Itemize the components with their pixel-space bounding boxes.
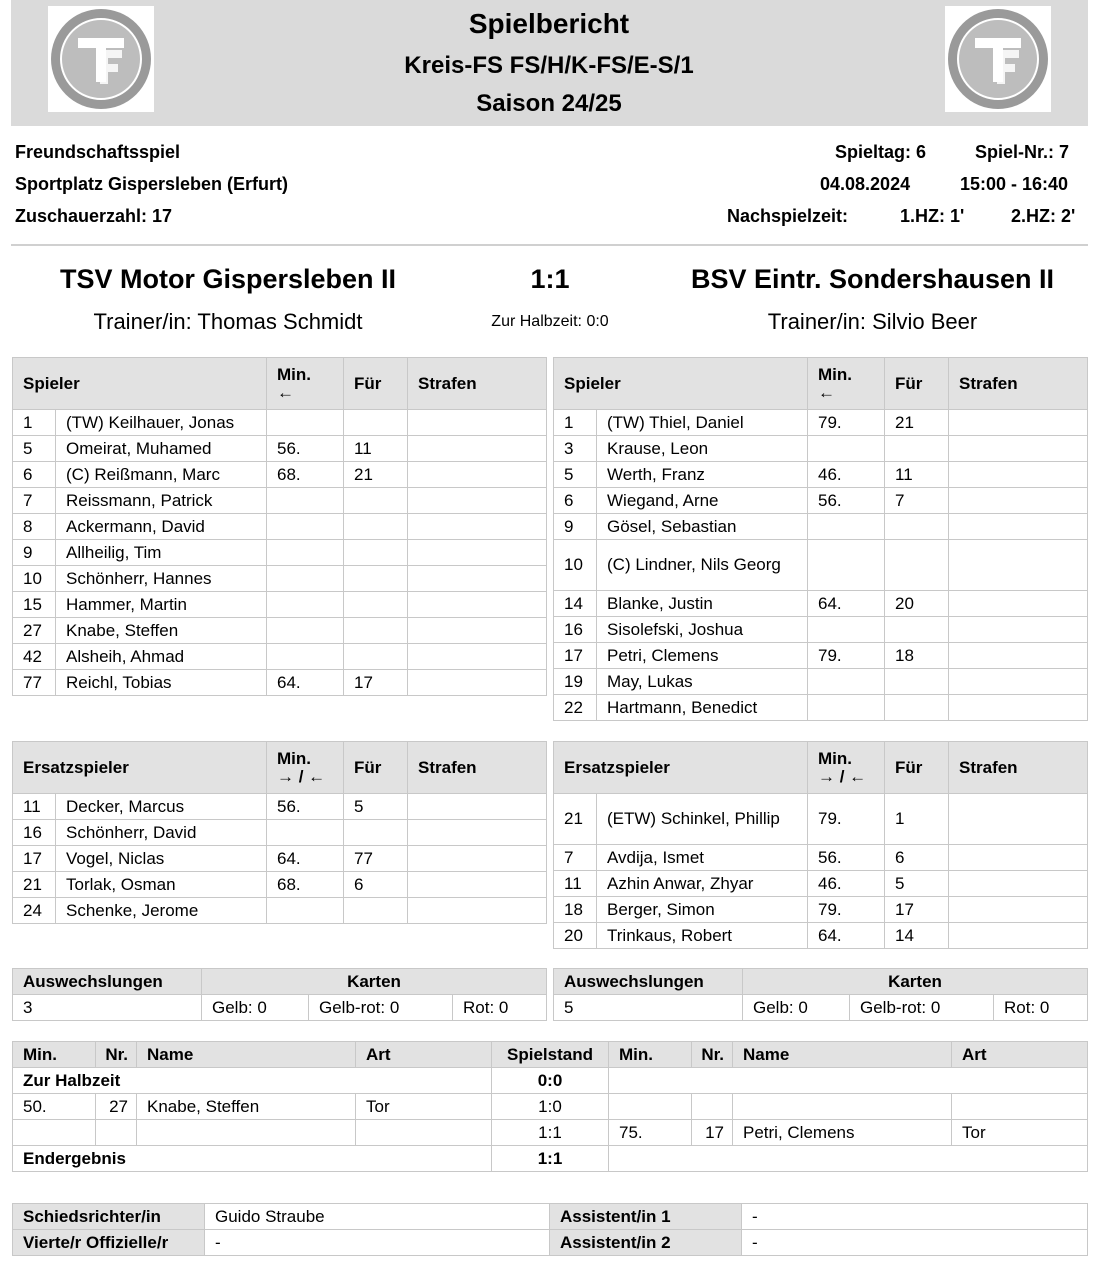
player-row — [13, 540, 547, 566]
goals-col-min: Min. — [609, 1042, 692, 1068]
auswechslungen-label: Auswechslungen — [13, 969, 202, 995]
away-subs-table — [553, 741, 1088, 949]
spectators: Zuschauerzahl: 17 — [15, 206, 173, 226]
player-name: Azhin Anwar, Zhyar — [597, 871, 808, 897]
player-minute: 68. — [267, 872, 344, 898]
col-min: Min. ← — [808, 358, 885, 410]
player-replaces — [344, 618, 408, 644]
player-replaces — [885, 540, 949, 591]
player-row — [554, 591, 1088, 617]
col-strafen: Strafen — [408, 358, 547, 410]
goal-score: 1:0 — [492, 1094, 609, 1120]
player-minute: 56. — [267, 794, 344, 820]
player-row — [554, 617, 1088, 643]
karten-label: Karten — [743, 969, 1088, 995]
match-time: 15:00 - 16:40 — [960, 174, 1069, 194]
player-name: Berger, Simon — [597, 897, 808, 923]
player-penalties — [949, 643, 1088, 669]
col-fuer: Für — [885, 742, 949, 794]
player-penalties — [949, 436, 1088, 462]
player-name: Vogel, Niclas — [56, 846, 267, 872]
player-row — [13, 618, 547, 644]
player-number: 15 — [13, 592, 56, 618]
goal-h-name: Knabe, Steffen — [137, 1094, 356, 1120]
goals-col-art: Art — [356, 1042, 492, 1068]
away-red: Rot: 0 — [994, 995, 1088, 1021]
player-minute: 64. — [808, 923, 885, 949]
player-row — [13, 462, 547, 488]
player-row — [554, 794, 1088, 845]
player-replaces — [885, 669, 949, 695]
player-penalties — [949, 462, 1088, 488]
player-minute — [267, 488, 344, 514]
player-penalties — [408, 872, 547, 898]
assistant1-name: - — [742, 1204, 1088, 1230]
player-minute: 68. — [267, 462, 344, 488]
player-penalties — [949, 591, 1088, 617]
player-row — [554, 462, 1088, 488]
away-trainer: Trainer/in: Silvio Beer — [767, 309, 978, 334]
player-number: 18 — [554, 897, 597, 923]
player-name: Hammer, Martin — [56, 592, 267, 618]
player-name: Petri, Clemens — [597, 643, 808, 669]
player-penalties — [408, 670, 547, 696]
player-replaces: 5 — [344, 794, 408, 820]
goals-col-score: Spielstand — [492, 1042, 609, 1068]
goals-col-nr: Nr. — [692, 1042, 733, 1068]
player-penalties — [408, 820, 547, 846]
season-label: Saison 24/25 — [476, 90, 622, 117]
goal-h-name — [137, 1120, 356, 1146]
fourth-official-label: Vierte/r Offizielle/r — [13, 1230, 205, 1256]
player-number: 16 — [13, 820, 56, 846]
player-row — [13, 794, 547, 820]
player-name: Krause, Leon — [597, 436, 808, 462]
player-replaces — [885, 514, 949, 540]
player-name: Wiegand, Arne — [597, 488, 808, 514]
player-name: (C) Reißmann, Marc — [56, 462, 267, 488]
player-name: (ETW) Schinkel, Phillip — [597, 794, 808, 845]
player-minute: 64. — [808, 591, 885, 617]
col-spieler: Spieler — [554, 358, 808, 410]
away-team-name: BSV Eintr. Sondershausen II — [690, 264, 1055, 294]
col-strafen: Strafen — [949, 358, 1088, 410]
player-name: Gösel, Sebastian — [597, 514, 808, 540]
player-penalties — [408, 566, 547, 592]
player-minute — [267, 618, 344, 644]
player-number: 5 — [13, 436, 56, 462]
divider — [11, 244, 1088, 246]
goal-h-nr — [96, 1120, 137, 1146]
player-name: Werth, Franz — [597, 462, 808, 488]
col-fuer: Für — [885, 358, 949, 410]
col-spieler: Spieler — [13, 358, 267, 410]
player-name: Omeirat, Muhamed — [56, 436, 267, 462]
player-number: 10 — [13, 566, 56, 592]
halftime-score: Zur Halbzeit: 0:0 — [491, 313, 609, 330]
player-minute — [267, 514, 344, 540]
player-penalties — [408, 592, 547, 618]
player-row — [554, 897, 1088, 923]
player-penalties — [408, 514, 547, 540]
karten-label: Karten — [202, 969, 547, 995]
col-fuer: Für — [344, 358, 408, 410]
player-name: (C) Lindner, Nils Georg — [597, 540, 808, 591]
player-row — [13, 898, 547, 924]
player-replaces: 14 — [885, 923, 949, 949]
player-penalties — [408, 644, 547, 670]
player-penalties — [949, 488, 1088, 514]
player-row — [554, 436, 1088, 462]
player-number: 17 — [554, 643, 597, 669]
player-number: 6 — [13, 462, 56, 488]
player-replaces — [344, 540, 408, 566]
goal-row — [13, 1120, 1088, 1146]
player-minute: 79. — [808, 794, 885, 845]
player-replaces — [344, 410, 408, 436]
away-summary-table — [553, 968, 1088, 1021]
home-yellow: Gelb: 0 — [202, 995, 309, 1021]
player-row — [13, 566, 547, 592]
player-penalties — [408, 410, 547, 436]
player-replaces: 77 — [344, 846, 408, 872]
goal-a-art: Tor — [952, 1120, 1088, 1146]
player-row — [13, 820, 547, 846]
goal-a-nr — [692, 1094, 733, 1120]
player-row — [13, 872, 547, 898]
player-number: 16 — [554, 617, 597, 643]
matchday: Spieltag: 6 — [835, 142, 927, 162]
player-minute — [808, 695, 885, 721]
player-number: 19 — [554, 669, 597, 695]
player-row — [554, 871, 1088, 897]
player-penalties — [408, 488, 547, 514]
player-minute: 64. — [267, 670, 344, 696]
player-minute — [808, 436, 885, 462]
goals-col-min: Min. — [13, 1042, 96, 1068]
player-number: 5 — [554, 462, 597, 488]
home-subs-table — [12, 741, 547, 924]
player-name: Avdija, Ismet — [597, 845, 808, 871]
player-minute — [267, 592, 344, 618]
player-name: May, Lukas — [597, 669, 808, 695]
player-replaces: 21 — [885, 410, 949, 436]
player-number: 6 — [554, 488, 597, 514]
player-replaces — [885, 695, 949, 721]
player-number: 7 — [13, 488, 56, 514]
player-minute: 64. — [267, 846, 344, 872]
officials-table — [12, 1203, 1088, 1256]
page-title: Spielbericht — [468, 8, 630, 39]
halftime-score-cell: 0:0 — [492, 1068, 609, 1094]
player-number: 3 — [554, 436, 597, 462]
player-minute — [267, 820, 344, 846]
player-row — [13, 514, 547, 540]
fourth-official-name: - — [205, 1230, 550, 1256]
player-penalties — [408, 898, 547, 924]
col-strafen: Strafen — [949, 742, 1088, 794]
player-number: 17 — [13, 846, 56, 872]
league-name: Kreis-FS FS/H/K-FS/E-S/1 — [404, 52, 694, 79]
home-team-name: TSV Motor Gispersleben II — [59, 264, 397, 294]
player-penalties — [949, 695, 1088, 721]
goal-a-nr: 17 — [692, 1120, 733, 1146]
home-players-table — [12, 357, 547, 696]
player-replaces: 17 — [344, 670, 408, 696]
player-replaces: 11 — [885, 462, 949, 488]
venue: Sportplatz Gispersleben (Erfurt) — [15, 174, 289, 194]
player-name: Trinkaus, Robert — [597, 923, 808, 949]
goal-score: 1:1 — [492, 1120, 609, 1146]
player-row — [554, 695, 1088, 721]
player-number: 42 — [13, 644, 56, 670]
goal-a-name: Petri, Clemens — [733, 1120, 952, 1146]
player-number: 7 — [554, 845, 597, 871]
player-number: 8 — [13, 514, 56, 540]
player-minute: 79. — [808, 897, 885, 923]
auswechslungen-label: Auswechslungen — [554, 969, 743, 995]
goals-col-name: Name — [137, 1042, 356, 1068]
player-number: 1 — [554, 410, 597, 436]
goal-a-min — [609, 1094, 692, 1120]
goals-col-art: Art — [952, 1042, 1088, 1068]
player-number: 77 — [13, 670, 56, 696]
match-date: 04.08.2024 — [820, 174, 911, 194]
player-replaces: 5 — [885, 871, 949, 897]
goal-a-name — [733, 1094, 952, 1120]
home-summary-table — [12, 968, 547, 1021]
player-row — [13, 644, 547, 670]
player-minute — [808, 669, 885, 695]
referee-label: Schiedsrichter/in — [13, 1204, 205, 1230]
player-minute: 56. — [267, 436, 344, 462]
player-name: (TW) Keilhauer, Jonas — [56, 410, 267, 436]
player-replaces: 20 — [885, 591, 949, 617]
col-ersatz: Ersatzspieler — [13, 742, 267, 794]
goals-col-name: Name — [733, 1042, 952, 1068]
player-penalties — [408, 540, 547, 566]
col-min: Min. → / ← — [267, 742, 344, 794]
player-replaces: 17 — [885, 897, 949, 923]
player-replaces: 21 — [344, 462, 408, 488]
player-row — [554, 643, 1088, 669]
away-subs-count: 5 — [554, 995, 743, 1021]
home-red: Rot: 0 — [453, 995, 547, 1021]
player-number: 22 — [554, 695, 597, 721]
goal-h-min: 50. — [13, 1094, 96, 1120]
player-penalties — [408, 846, 547, 872]
player-row — [13, 410, 547, 436]
goal-h-min — [13, 1120, 96, 1146]
col-ersatz: Ersatzspieler — [554, 742, 808, 794]
player-penalties — [949, 617, 1088, 643]
player-replaces — [885, 617, 949, 643]
player-row — [13, 488, 547, 514]
assistant2-label: Assistent/in 2 — [550, 1230, 742, 1256]
player-number: 21 — [554, 794, 597, 845]
player-name: Schönherr, David — [56, 820, 267, 846]
player-replaces: 6 — [344, 872, 408, 898]
away-yellow: Gelb: 0 — [743, 995, 850, 1021]
player-number: 14 — [554, 591, 597, 617]
player-replaces — [344, 644, 408, 670]
stoppage-second-half: 2.HZ: 2' — [1011, 206, 1076, 226]
player-minute — [808, 540, 885, 591]
player-replaces — [344, 898, 408, 924]
player-name: Hartmann, Benedict — [597, 695, 808, 721]
player-replaces — [344, 488, 408, 514]
final-score: 1:1 — [530, 264, 570, 294]
player-name: (TW) Thiel, Daniel — [597, 410, 808, 436]
player-name: Reichl, Tobias — [56, 670, 267, 696]
player-number: 20 — [554, 923, 597, 949]
player-row — [13, 436, 547, 462]
col-min: Min. ← — [267, 358, 344, 410]
player-row — [554, 410, 1088, 436]
player-minute — [267, 644, 344, 670]
away-players-table — [553, 357, 1088, 721]
player-row — [554, 923, 1088, 949]
player-replaces — [344, 820, 408, 846]
goal-h-nr: 27 — [96, 1094, 137, 1120]
player-name: Knabe, Steffen — [56, 618, 267, 644]
player-penalties — [408, 436, 547, 462]
player-number: 21 — [13, 872, 56, 898]
player-minute — [808, 617, 885, 643]
player-name: Ackermann, David — [56, 514, 267, 540]
player-penalties — [949, 923, 1088, 949]
player-replaces: 6 — [885, 845, 949, 871]
player-name: Reissmann, Patrick — [56, 488, 267, 514]
col-min: Min. → / ← — [808, 742, 885, 794]
col-strafen: Strafen — [408, 742, 547, 794]
player-penalties — [949, 540, 1088, 591]
player-number: 11 — [13, 794, 56, 820]
end-score-cell: 1:1 — [492, 1146, 609, 1172]
player-number: 24 — [13, 898, 56, 924]
goals-col-nr: Nr. — [96, 1042, 137, 1068]
player-minute — [808, 514, 885, 540]
player-number: 10 — [554, 540, 597, 591]
player-minute — [267, 566, 344, 592]
player-minute: 79. — [808, 410, 885, 436]
player-penalties — [949, 871, 1088, 897]
player-penalties — [408, 462, 547, 488]
home-yellow-red: Gelb-rot: 0 — [309, 995, 453, 1021]
player-penalties — [408, 794, 547, 820]
goals-table — [12, 1041, 1088, 1172]
home-trainer: Trainer/in: Thomas Schmidt — [93, 309, 363, 334]
stoppage-label: Nachspielzeit: — [727, 206, 849, 226]
player-name: Schenke, Jerome — [56, 898, 267, 924]
player-name: Schönherr, Hannes — [56, 566, 267, 592]
goal-a-art — [952, 1094, 1088, 1120]
assistant2-name: - — [742, 1230, 1088, 1256]
player-minute: 56. — [808, 845, 885, 871]
goal-h-art — [356, 1120, 492, 1146]
player-minute — [267, 898, 344, 924]
assistant1-label: Assistent/in 1 — [550, 1204, 742, 1230]
player-name: Blanke, Justin — [597, 591, 808, 617]
player-replaces: 18 — [885, 643, 949, 669]
player-row — [13, 670, 547, 696]
home-subs-count: 3 — [13, 995, 202, 1021]
player-minute — [267, 540, 344, 566]
referee-name: Guido Straube — [205, 1204, 550, 1230]
player-replaces — [344, 566, 408, 592]
player-penalties — [949, 897, 1088, 923]
player-penalties — [949, 669, 1088, 695]
player-replaces: 1 — [885, 794, 949, 845]
player-row — [554, 540, 1088, 591]
player-row — [13, 592, 547, 618]
player-minute: 79. — [808, 643, 885, 669]
player-number: 9 — [13, 540, 56, 566]
player-row — [13, 846, 547, 872]
player-minute: 46. — [808, 871, 885, 897]
player-replaces: 7 — [885, 488, 949, 514]
player-name: Allheilig, Tim — [56, 540, 267, 566]
player-name: Alsheih, Ahmad — [56, 644, 267, 670]
player-number: 27 — [13, 618, 56, 644]
player-name: Decker, Marcus — [56, 794, 267, 820]
player-penalties — [949, 794, 1088, 845]
player-penalties — [949, 514, 1088, 540]
goal-a-min: 75. — [609, 1120, 692, 1146]
game-number: Spiel-Nr.: 7 — [975, 142, 1070, 162]
goal-h-art: Tor — [356, 1094, 492, 1120]
player-replaces — [344, 514, 408, 540]
player-penalties — [408, 618, 547, 644]
player-minute: 46. — [808, 462, 885, 488]
player-penalties — [949, 845, 1088, 871]
col-fuer: Für — [344, 742, 408, 794]
player-name: Torlak, Osman — [56, 872, 267, 898]
player-replaces — [344, 592, 408, 618]
player-number: 11 — [554, 871, 597, 897]
player-row — [554, 488, 1088, 514]
player-number: 1 — [13, 410, 56, 436]
player-replaces: 11 — [344, 436, 408, 462]
away-yellow-red: Gelb-rot: 0 — [850, 995, 994, 1021]
player-minute — [267, 410, 344, 436]
halftime-label: Zur Halbzeit — [13, 1068, 492, 1094]
goal-row — [13, 1094, 1088, 1120]
player-row — [554, 669, 1088, 695]
player-penalties — [949, 410, 1088, 436]
player-name: Sisolefski, Joshua — [597, 617, 808, 643]
match-type: Freundschaftsspiel — [15, 142, 181, 162]
stoppage-first-half: 1.HZ: 1' — [900, 206, 965, 226]
player-number: 9 — [554, 514, 597, 540]
end-label: Endergebnis — [13, 1146, 492, 1172]
player-row — [554, 514, 1088, 540]
player-replaces — [885, 436, 949, 462]
player-minute: 56. — [808, 488, 885, 514]
player-row — [554, 845, 1088, 871]
